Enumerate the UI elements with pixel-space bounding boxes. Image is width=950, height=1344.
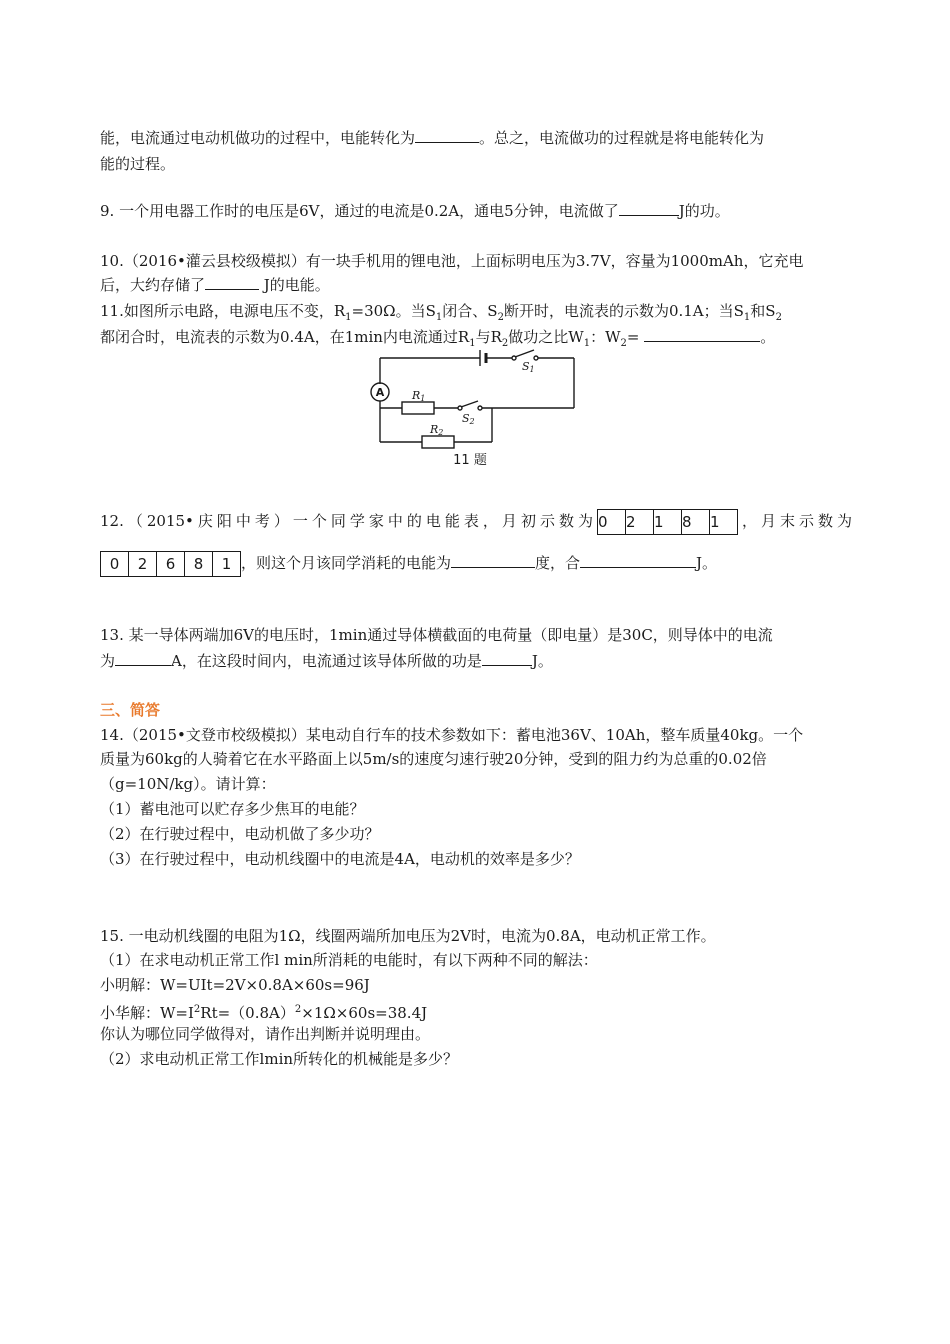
s2-label: S2: [462, 412, 475, 426]
r2-label: R2: [430, 423, 444, 437]
meter-digit: 2: [626, 510, 654, 534]
meter-end: [100, 551, 241, 577]
meter-digit: 2: [129, 552, 157, 576]
q13-line2: [100, 651, 553, 671]
q13-line1: 13. 某一导体两端加6V的电压时，1min通过导体横截面的电荷量（即电量）是30C，则导体中的电流: [100, 626, 773, 644]
q14-line3: （g=10N/kg）。请计算：: [100, 775, 276, 793]
q11-t9: ：W: [590, 328, 621, 346]
meter-digit: 1: [654, 510, 682, 534]
q9-blank[interactable]: [619, 201, 679, 216]
q15-xiaohua: [100, 1000, 427, 1023]
q8-text-a: 能，电流通过电动机做功的过程中，电能转化为: [100, 129, 416, 147]
section-heading: 三、简答: [100, 701, 161, 719]
q15-line5: 你认为哪位同学做得对，请作出判断并说明理由。: [100, 1025, 431, 1043]
q11-t7: 与R: [475, 328, 502, 346]
q14-line2: 质量为60kg的人骑着它在水平路面上以5m/s的速度匀速行驶20分钟，受到的阻力约为总重的0.02倍: [100, 750, 767, 768]
q12-blank-1[interactable]: [451, 553, 535, 568]
q15-xiaoming: 小明解：W=UIt=2V×0.8A×60s=96J: [100, 976, 370, 994]
q11-sub: 2: [620, 338, 627, 349]
q12-text-c: ，则这个月该同学消耗的电能为: [241, 554, 452, 572]
q14-sub2: （2）在行驶过程中，电动机做了多少功？: [100, 825, 380, 843]
q15-sup: 2: [294, 1004, 302, 1015]
q15-sup: 2: [193, 1004, 201, 1015]
q14-sub3: （3）在行驶过程中，电动机线圈中的电流是4A，电动机的效率是多少？: [100, 850, 580, 868]
q10-text-end: J的电能。: [259, 276, 330, 294]
q11-sub: 2: [501, 338, 509, 349]
q11-sub: 1: [435, 312, 443, 323]
q11-sub: 1: [469, 338, 476, 349]
q11-t1: 11.如图所示电路，电源电压不变，R: [100, 302, 346, 320]
q10-blank[interactable]: [205, 275, 259, 290]
meter-digit: 8: [682, 510, 710, 534]
q11-sub: 2: [497, 312, 504, 323]
q12-blank-2[interactable]: [580, 553, 696, 568]
q10-text: 后，大约存储了: [100, 276, 206, 294]
q11-sub: 2: [775, 312, 782, 323]
q11-sub: 1: [345, 312, 352, 323]
q8-line1: [100, 128, 764, 148]
q13-blank-1[interactable]: [115, 651, 171, 666]
q12-text-e: J。: [696, 554, 718, 572]
q13-text-a: 为: [100, 652, 116, 670]
q12-text-b: ，月末示数为: [737, 512, 852, 530]
figure-caption: 11 题: [453, 453, 487, 468]
q11-t6: 都闭合时，电流表的示数为0.4A，在1min内电流通过R: [100, 328, 470, 346]
s1-label: S1: [522, 360, 535, 374]
q15-line6: （2）求电动机正常工作lmin所转化的机械能是多少？: [100, 1050, 459, 1068]
q12-text: 12.（2015•庆阳中考）一个同学家中的电能表，月初示数为: [100, 512, 597, 530]
q14-line1: 14.（2015•文登市校级模拟）某电动自行车的技术参数如下：蓄电池36V、10Ah，整车质量40kg。一个: [100, 726, 804, 744]
r1-label: R1: [412, 389, 426, 403]
q11-t2: =30Ω。当S: [351, 302, 436, 320]
q8-blank[interactable]: [415, 128, 479, 143]
q9: [100, 201, 730, 221]
q11-line1: [100, 301, 782, 328]
q11-t10: =: [626, 328, 645, 346]
meter-digit: 0: [101, 552, 129, 576]
q11-t5: 和S: [750, 302, 776, 320]
meter-digit: 1: [709, 513, 720, 531]
circuit-diagram: [364, 344, 584, 470]
q13-blank-2[interactable]: [482, 651, 532, 666]
q15-line1: 15. 一电动机线圈的电阻为1Ω，线圈两端所加电压为2V时，电流为0.8A，电动机正常工作。: [100, 927, 716, 945]
q8-text-b: 。总之，电流做功的过程就是将电能转化为: [479, 129, 765, 147]
meter-digit: 8: [185, 552, 213, 576]
q9-text: 9. 一个用电器工作时的电压是6V，通过的电流是0.2A，通电5分钟，电流做了: [100, 202, 619, 220]
q8-line2: 能的过程。: [100, 155, 176, 173]
q9-text-end: J的功。: [678, 202, 730, 220]
q10-line2: [100, 275, 330, 295]
q15-line2: （1）在求电动机正常工作l min所消耗的电能时，有以下两种不同的解法：: [100, 951, 598, 969]
q11-t4: 断开时，电流表的示数为0.1A；当S: [503, 302, 744, 320]
meter-digit: 1: [221, 555, 232, 573]
q11-t11: 。: [760, 328, 776, 346]
q11-sub: 1: [743, 312, 751, 323]
q12-line2: [100, 550, 717, 577]
q15-xh-c: ×1Ω×60s=38.4J: [301, 1004, 428, 1022]
q12-line1: [100, 508, 852, 535]
meter-start: [597, 509, 738, 535]
q11-t8: 做功之比W: [508, 328, 584, 346]
q13-text-b: A，在这段时间内，电流通过该导体所做的功是: [171, 652, 482, 670]
q11-t3: 闭合、S: [442, 302, 498, 320]
q11-sub: 1: [583, 338, 591, 349]
q11-blank[interactable]: [644, 327, 760, 342]
q15-xh-b: Rt=（0.8A）: [200, 1004, 295, 1022]
ammeter-label: A: [375, 386, 385, 399]
meter-digit: 0: [598, 510, 626, 534]
meter-digit: 6: [157, 552, 185, 576]
q15-xh-a: 小华解：W=I: [100, 1004, 194, 1022]
q10-line1: 10.（2016•灌云县校级模拟）有一块手机用的锂电池，上面标明电压为3.7V，容量为1000mAh，它充电: [100, 252, 804, 270]
q14-sub1: （1）蓄电池可以贮存多少焦耳的电能？: [100, 800, 365, 818]
q13-text-c: J。: [531, 652, 553, 670]
q12-text-d: 度，合: [535, 554, 581, 572]
